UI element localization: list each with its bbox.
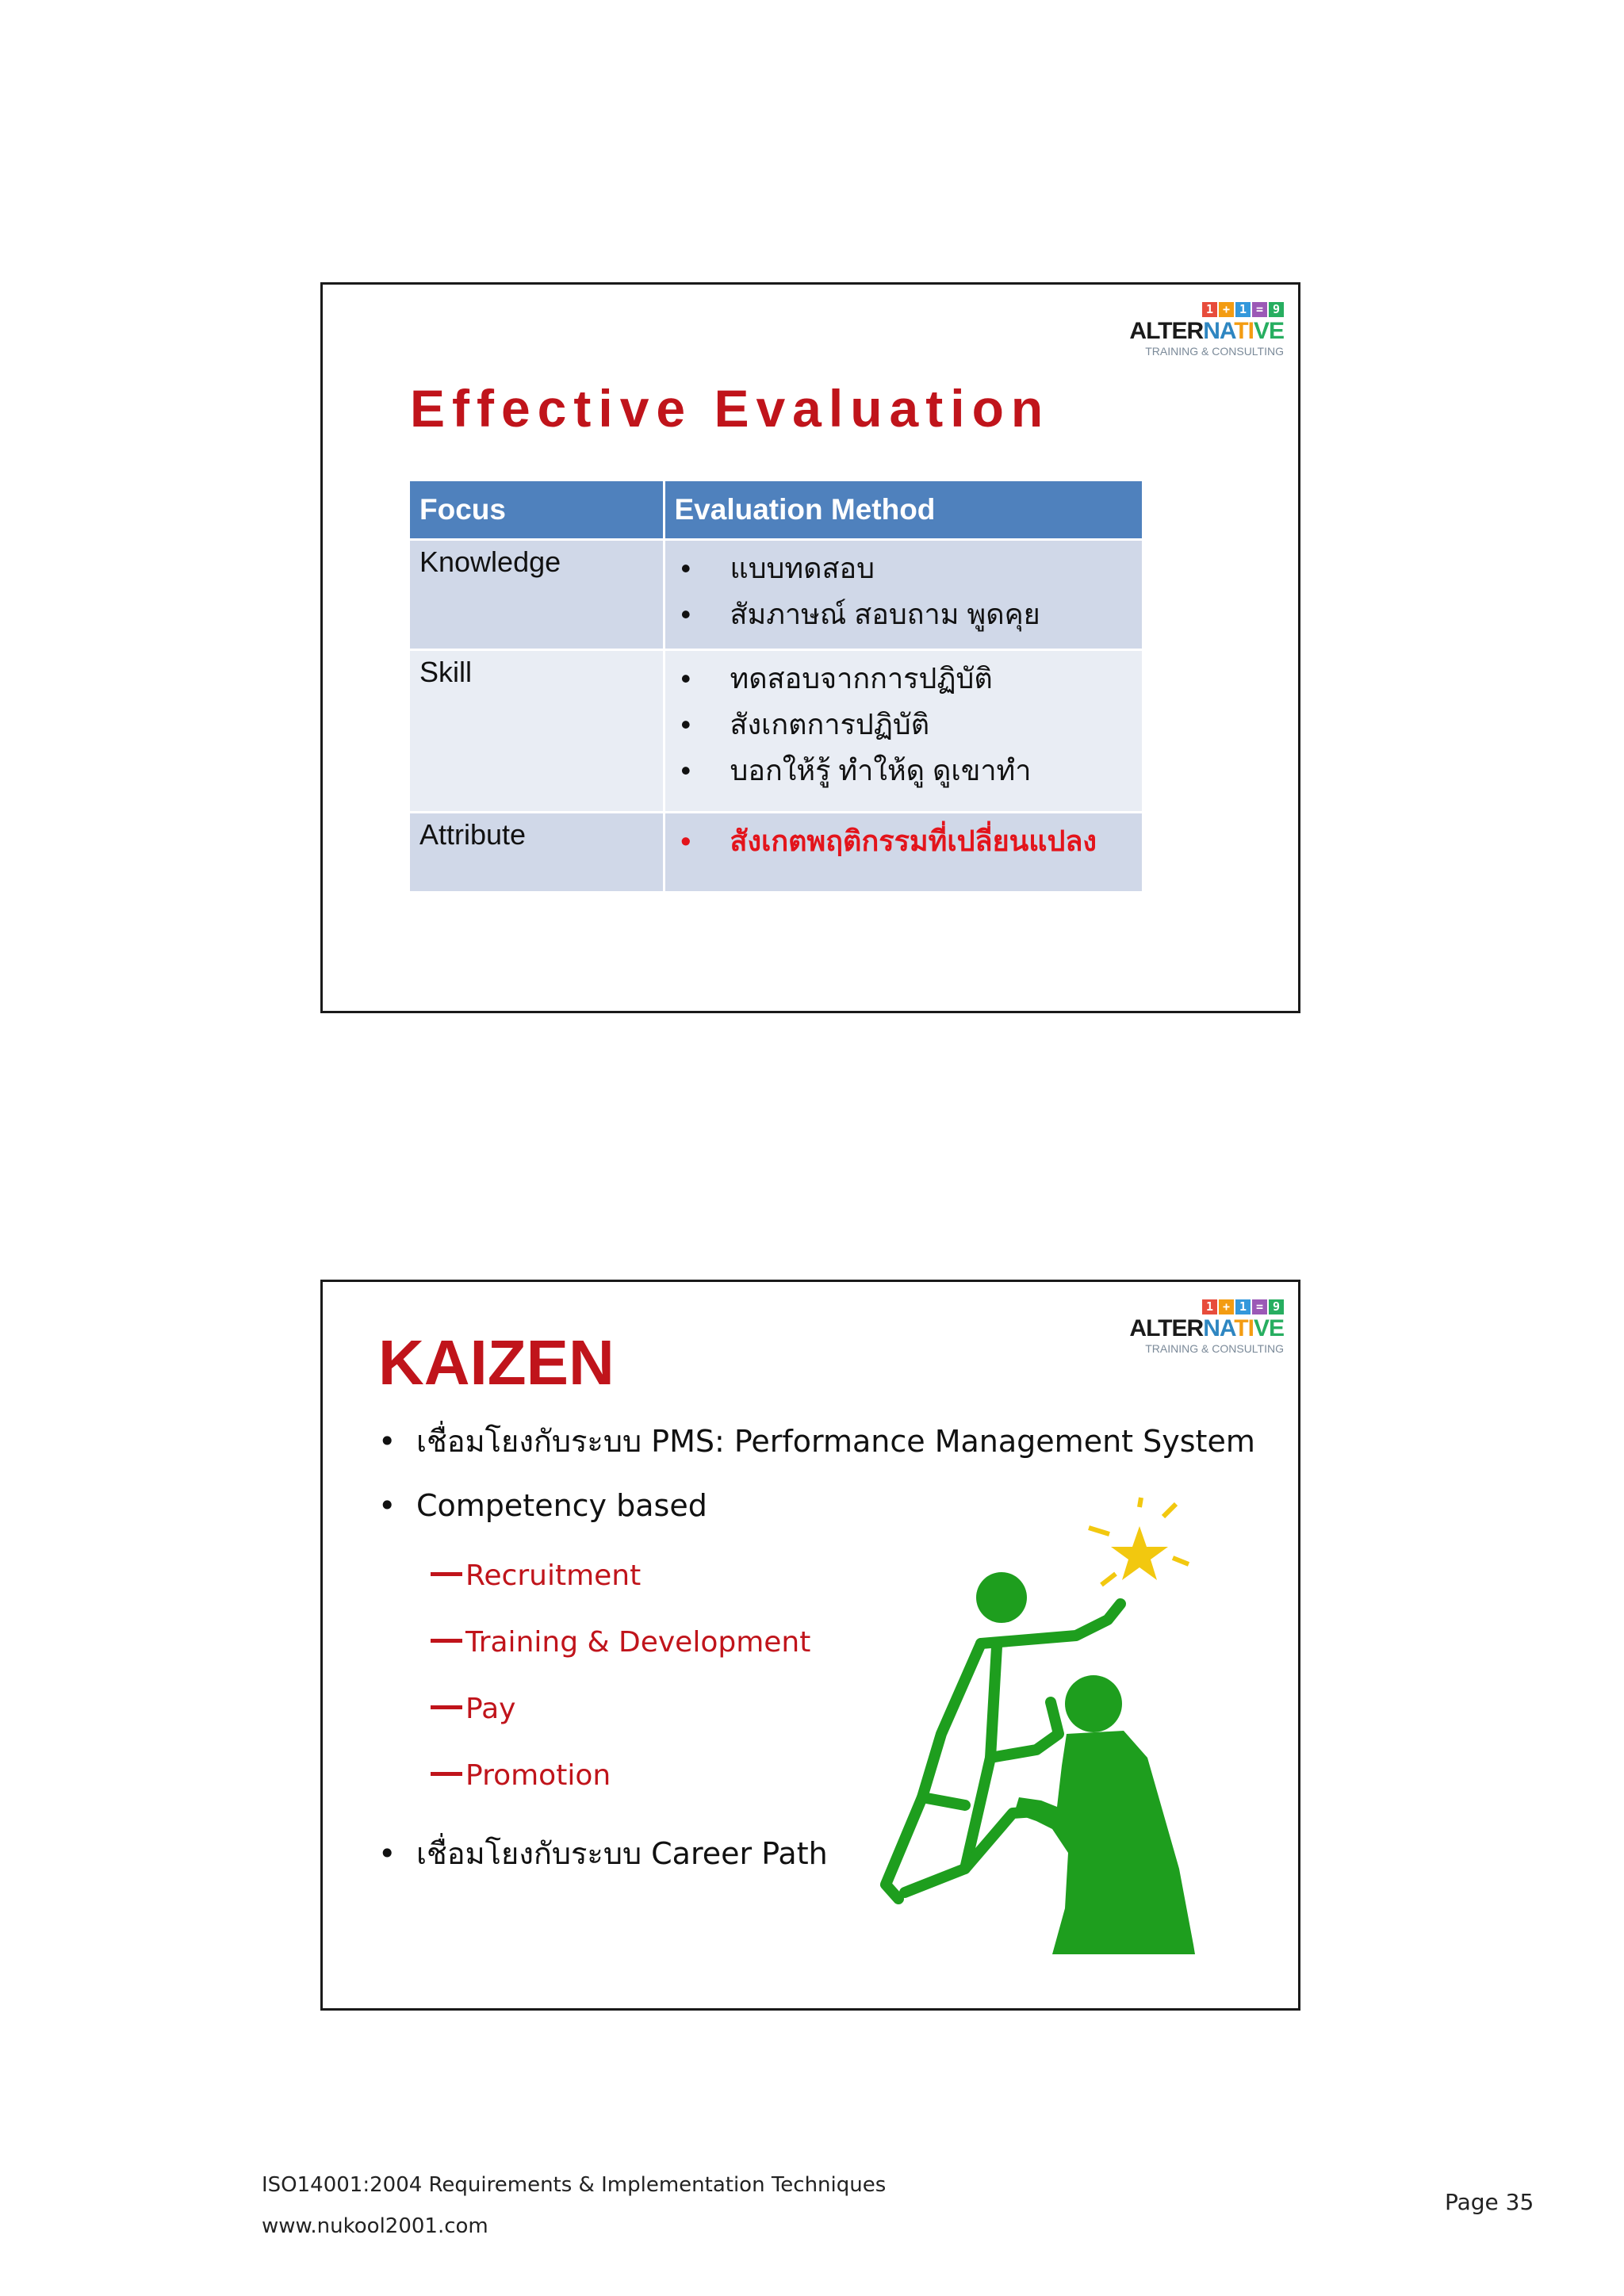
- method-item: • สังเกตการปฏิบัติ: [675, 702, 1132, 748]
- logo-word-part: TI: [1234, 318, 1254, 344]
- logo-word-part: VE: [1253, 1315, 1284, 1341]
- logo-wordmark: [1129, 1315, 1284, 1342]
- logo-word-part: ALTER: [1129, 1315, 1204, 1341]
- dash-icon: [431, 1772, 462, 1776]
- dash-icon: [431, 1572, 462, 1576]
- logo-word-part: ALTER: [1129, 318, 1204, 344]
- logo-square: +: [1219, 302, 1234, 317]
- logo-square: 1: [1202, 302, 1217, 317]
- focus-cell: Skill: [410, 650, 664, 813]
- logo-wordmark: [1129, 318, 1284, 345]
- sub-item-text: Pay: [465, 1693, 516, 1725]
- footer-url: www.nukool2001.com: [262, 2214, 488, 2238]
- bullet-item: • เชื่อมโยงกับระบบ Career Path: [378, 1836, 828, 1871]
- column-header-evaluation-method: Evaluation Method: [664, 481, 1143, 540]
- table-row: [410, 540, 1143, 650]
- column-header-focus: Focus: [410, 481, 664, 540]
- sub-item-text: Promotion: [465, 1759, 611, 1792]
- method-cell: [664, 650, 1143, 813]
- logo-square: 1: [1235, 1299, 1251, 1314]
- logo-square: 9: [1269, 302, 1284, 317]
- helper-figure-icon: [1014, 1675, 1195, 1954]
- brand-logo: [1125, 302, 1284, 358]
- bullet-item: • เชื่อมโยงกับระบบ PMS: Performance Management System: [378, 1424, 1255, 1459]
- dash-icon: [431, 1639, 462, 1643]
- logo-square: 1: [1202, 1299, 1217, 1314]
- focus-cell: Attribute: [410, 813, 664, 893]
- logo-squares: [1202, 302, 1284, 317]
- bullet-text: Competency based: [416, 1488, 707, 1523]
- dash-icon: [431, 1705, 462, 1709]
- logo-tagline: TRAINING & CONSULTING: [1145, 345, 1284, 358]
- logo-square: =: [1252, 1299, 1267, 1314]
- focus-cell: Knowledge: [410, 540, 664, 650]
- slide-title: Effective Evaluation: [410, 379, 1051, 438]
- logo-tagline: TRAINING & CONSULTING: [1145, 1342, 1284, 1355]
- evaluation-table: [410, 481, 1144, 894]
- logo-word-part: NA: [1203, 318, 1235, 344]
- bullet-item: • Competency based: [378, 1488, 707, 1523]
- sub-item-text: Recruitment: [465, 1559, 642, 1592]
- logo-square: 1: [1235, 302, 1251, 317]
- teamwork-reach-star-illustration: [878, 1496, 1227, 1972]
- table-row: [410, 650, 1143, 813]
- method-cell: [664, 813, 1143, 893]
- logo-word-part: TI: [1234, 1315, 1254, 1341]
- logo-square: 9: [1269, 1299, 1284, 1314]
- method-item-highlighted: • สังเกตพฤติกรรมที่เปลี่ยนแปลง: [675, 818, 1132, 864]
- bullet-text: เชื่อมโยงกับระบบ PMS: Performance Management System: [416, 1424, 1255, 1459]
- slide-title: KAIZEN: [378, 1327, 615, 1398]
- method-item: • ทดสอบจากการปฏิบัติ: [675, 656, 1132, 702]
- table-row: [410, 813, 1143, 893]
- sub-item: [431, 1626, 810, 1659]
- logo-squares: [1202, 1299, 1284, 1314]
- method-item: • แบบทดสอบ: [675, 545, 1132, 591]
- slide-effective-evaluation: [320, 282, 1300, 1013]
- method-item: • บอกให้รู้ ทำให้ดู ดูเขาทำ: [675, 748, 1132, 794]
- method-item: • สัมภาษณ์ สอบถาม พูดคุย: [675, 591, 1132, 637]
- logo-word-part: NA: [1203, 1315, 1235, 1341]
- brand-logo: [1125, 1299, 1284, 1355]
- sub-item-text: Training & Development: [465, 1626, 811, 1659]
- logo-square: +: [1219, 1299, 1234, 1314]
- sub-item: [431, 1559, 641, 1592]
- footer-course-title: ISO14001:2004 Requirements & Implementation Techniques: [262, 2173, 887, 2197]
- star-icon: [1089, 1498, 1189, 1585]
- sub-item: [431, 1693, 515, 1725]
- slide-kaizen: [320, 1280, 1300, 2011]
- logo-word-part: VE: [1253, 318, 1284, 344]
- bullet-text: เชื่อมโยงกับระบบ Career Path: [416, 1836, 828, 1871]
- sub-item: [431, 1759, 611, 1792]
- logo-square: =: [1252, 302, 1267, 317]
- page-number: Page 35: [1445, 2189, 1534, 2215]
- method-cell: [664, 540, 1143, 650]
